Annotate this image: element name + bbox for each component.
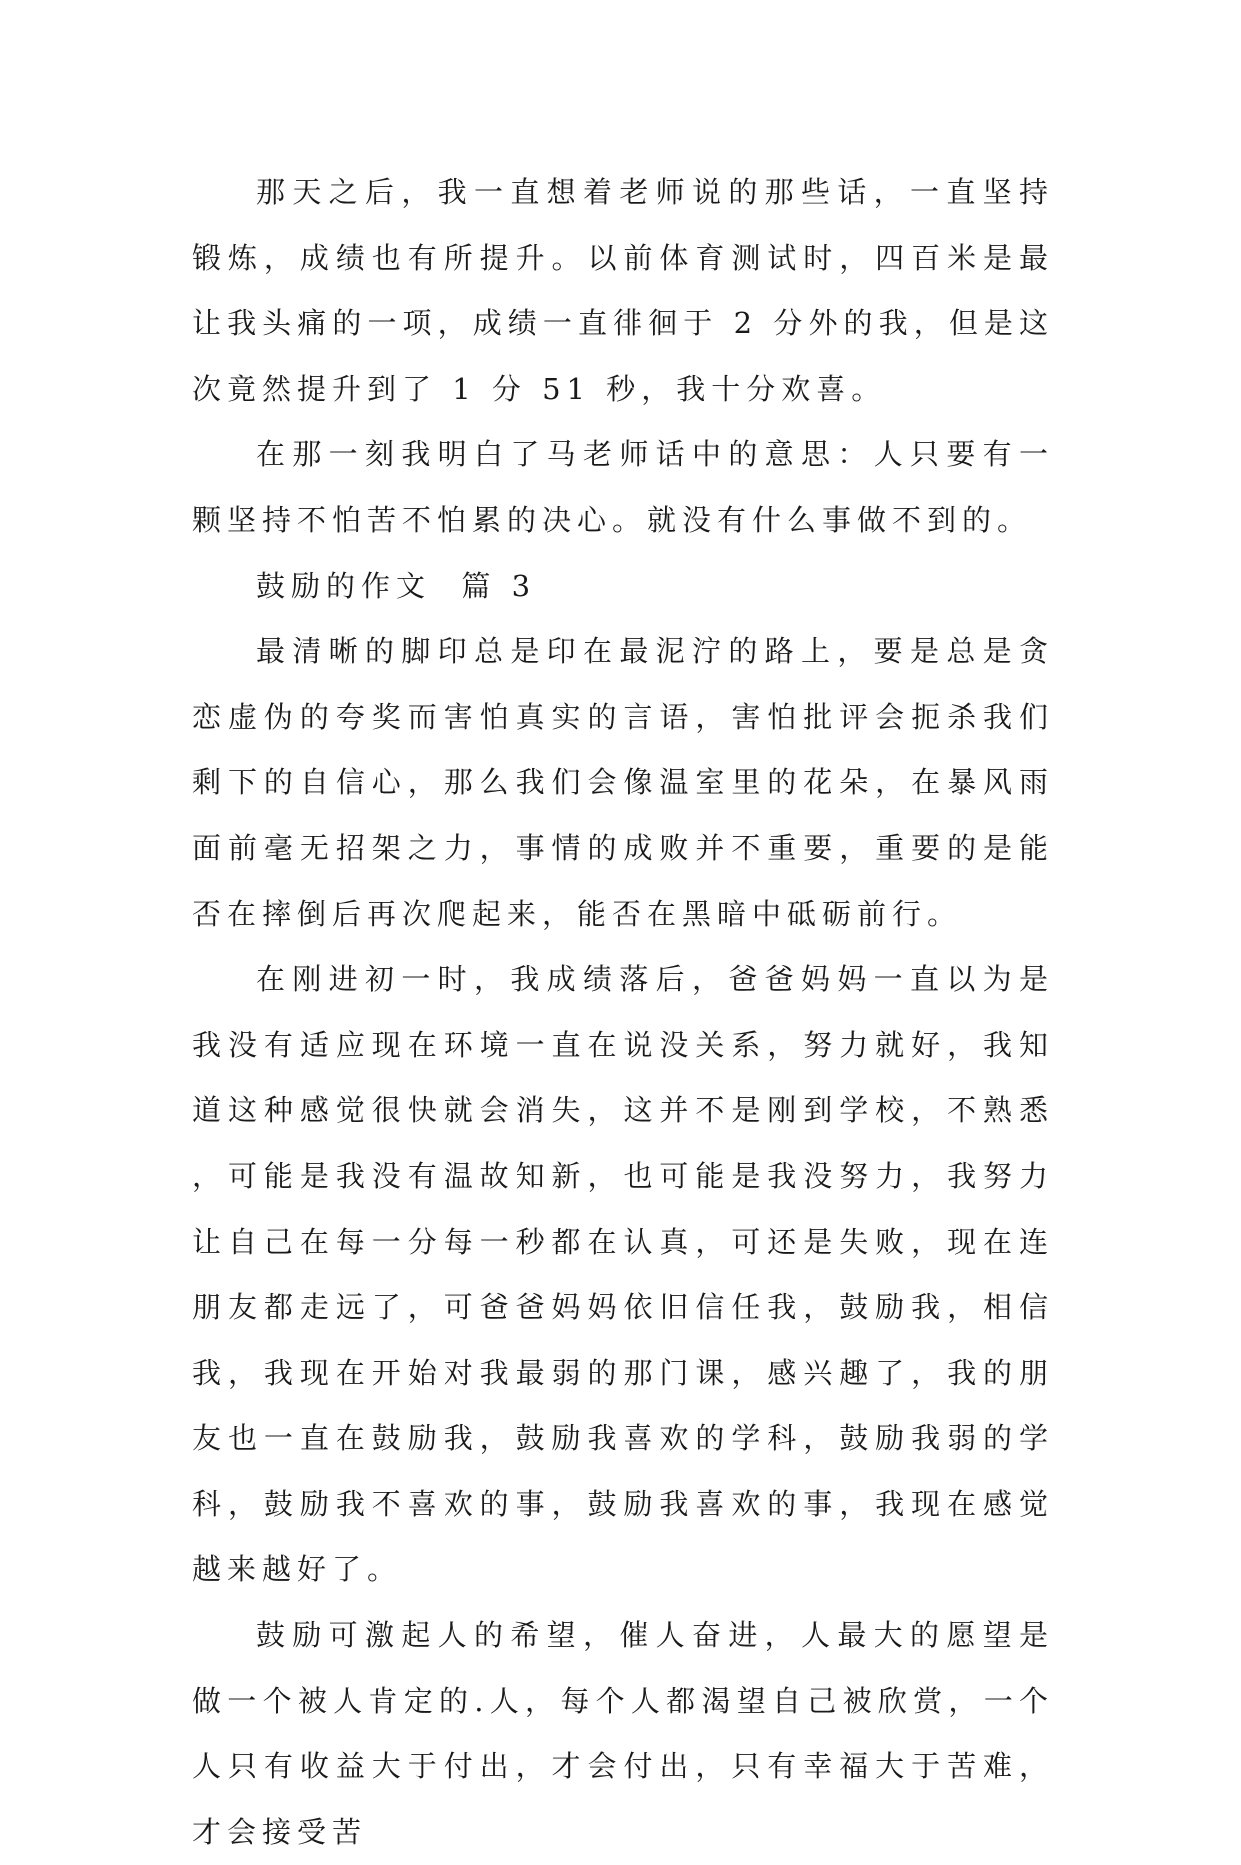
- paragraph-1: 那天之后，我一直想着老师说的那些话，一直坚持锻炼，成绩也有所提升。以前体育测试时，四百米是最让我头痛的一项，成绩一直徘徊于 2 分外的我，但是这次竟然提升到了 1 分 51 秒，我十分欢喜。: [192, 175, 1054, 406]
- document-body: [192, 160, 1054, 1865]
- paragraph-3: 最清晰的脚印总是印在最泥泞的路上，要是总是贪恋虚伪的夸奖而害怕真实的言语，害怕批评会扼杀我们剩下的自信心，那么我们会像温室里的花朵，在暴风雨面前毫无招架之力，事情的成败并不重要，重要的是能否在摔倒后再次爬起来，能否在黑暗中砥砺前行。: [192, 634, 1054, 931]
- paragraph-4: 在刚进初一时，我成绩落后，爸爸妈妈一直以为是我没有适应现在环境一直在说没关系，努力就好，我知道这种感觉很快就会消失，这并不是刚到学校，不熟悉，可能是我没有温故知新，也可能是我没努力，我努力让自己在每一分每一秒都在认真，可还是失败，现在连朋友都走远了，可爸爸妈妈依旧信任我，鼓励我，相信我，我现在开始对我最弱的那门课，感兴趣了，我的朋友也一直在鼓励我，鼓励我喜欢的学科，鼓励我弱的学科，鼓励我不喜欢的事，鼓励我喜欢的事，我现在感觉越来越好了。: [192, 962, 1054, 1587]
- paragraph-5: 鼓励可激起人的希望，催人奋进，人最大的愿望是做一个被人肯定的.人，每个人都渴望自己被欣赏，一个人只有收益大于付出，才会付出，只有幸福大于苦难，才会接受苦: [192, 1618, 1054, 1849]
- paragraph-2: 在那一刻我明白了马老师话中的意思：人只要有一颗坚持不怕苦不怕累的决心。就没有什么事做不到的。: [192, 437, 1054, 537]
- section-heading: 鼓励的作文 篇 3: [256, 568, 537, 603]
